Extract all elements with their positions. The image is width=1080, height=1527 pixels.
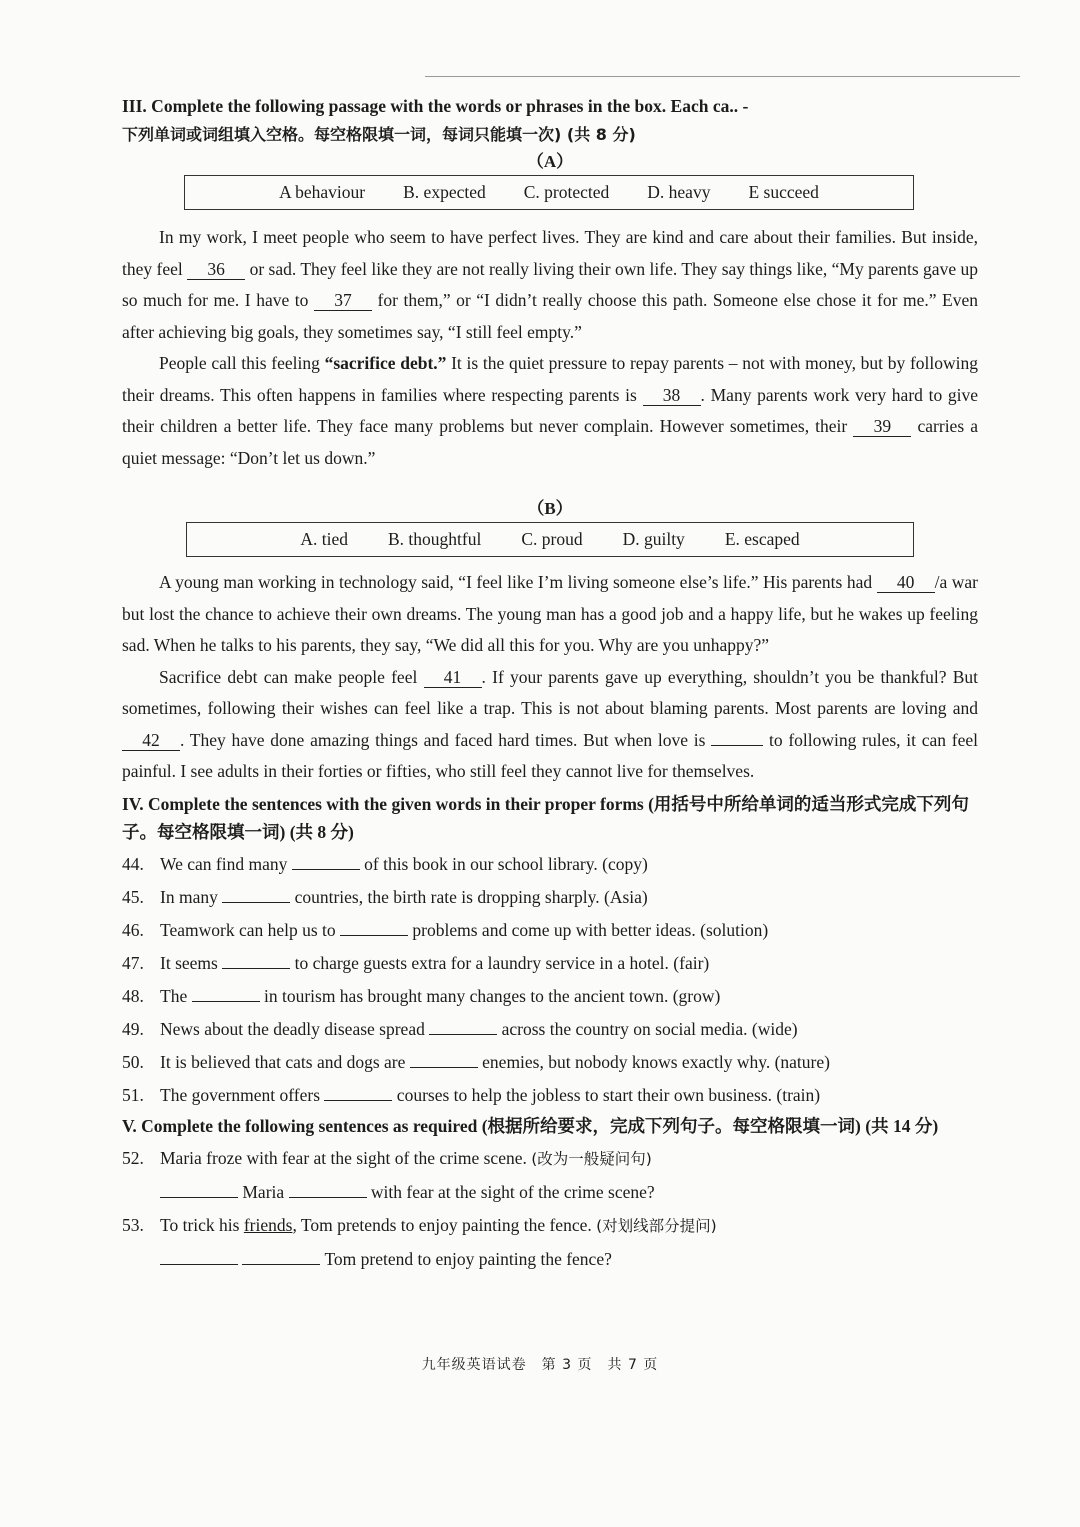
word-option: E succeed bbox=[748, 182, 819, 202]
blank-42[interactable]: 42 bbox=[122, 730, 180, 751]
question-46: 46. Teamwork can help us to problems and come up with better ideas. (solution) bbox=[122, 919, 769, 940]
answer-blank[interactable] bbox=[429, 1033, 497, 1035]
blank-41[interactable]: 41 bbox=[424, 667, 482, 688]
passage-b-paragraph-2: Sacrifice debt can make people feel 41 . If your parents gave up everything, shouldn’t you be thankful? But sometimes, following their wishes can feel like a trap. This is not about blaming parents. Most parents are loving and 42 . They have done amazing things and faced hard times. But when love is to following rules, it can feel painful. I see adults in their forties or fifties, who still feel they cannot live for themselves. bbox=[122, 666, 979, 781]
section-4-questions bbox=[122, 848, 978, 1112]
answer-blank[interactable] bbox=[410, 1066, 478, 1068]
word-option: A behaviour bbox=[279, 182, 366, 202]
term-sacrifice-debt: “sacrifice debt.” bbox=[324, 353, 447, 373]
part-a-label: （A） bbox=[526, 152, 574, 171]
word-option: C. protected bbox=[523, 182, 610, 202]
section-3-heading-cn: 下列单词或词组填入空格。每空格限填一词，每词只能填一次) (共 8 分) bbox=[122, 125, 636, 144]
answer-blank[interactable] bbox=[192, 1000, 260, 1002]
question-44: 44. We can find many of this book in our school library. (copy) bbox=[122, 853, 648, 874]
passage-a-paragraph-1: In my work, I meet people who seem to have perfect lives. They are kind and care about their families. But inside, they feel 36 or sad. They feel like they are not really living their own life. They say things like, “My parents gave up so much for me. I have to 37 for them,” or “I didn’t really choose this path. Someone else chose it for me.” Even after achieving big goals, they sometimes say, “I still feel empty.” bbox=[122, 227, 979, 342]
page-footer: 九年级英语试卷 第 3 页 共 7 页 bbox=[421, 1357, 659, 1373]
underlined-word: friends bbox=[243, 1214, 293, 1235]
answer-blank[interactable] bbox=[222, 901, 290, 903]
blank-36[interactable]: 36 bbox=[187, 259, 245, 280]
question-52: 52. Maria froze with fear at the sight of the crime scene. (改为一般疑问句) bbox=[122, 1147, 652, 1168]
blank-40[interactable]: 40 bbox=[877, 572, 935, 593]
word-option: B. thoughtful bbox=[387, 529, 482, 549]
part-a-word-box bbox=[184, 175, 914, 210]
answer-blank[interactable] bbox=[160, 1263, 238, 1265]
answer-blank[interactable] bbox=[222, 967, 290, 969]
word-option: E. escaped bbox=[724, 529, 800, 549]
answer-blank[interactable] bbox=[289, 1196, 367, 1198]
question-53: 53. To trick his friends, Tom pretends to enjoy painting the fence. (对划线部分提问) bbox=[122, 1214, 717, 1235]
top-rule bbox=[425, 76, 1020, 77]
question-48: 48. The in tourism has brought many changes to the ancient town. (grow) bbox=[122, 985, 721, 1006]
section-5-heading: V. Complete the following sentences as required (根据所给要求，完成下列句子。每空格限填一词) (共 14 分) bbox=[122, 1115, 939, 1136]
word-option: D. guilty bbox=[622, 529, 685, 549]
section-3-heading-en: III. Complete the following passage with the words or phrases in the box. Each ca.. - bbox=[122, 96, 749, 116]
answer-blank[interactable] bbox=[242, 1263, 320, 1265]
answer-blank[interactable] bbox=[324, 1099, 392, 1101]
blank-37[interactable]: 37 bbox=[314, 290, 372, 311]
part-b-label: （B） bbox=[527, 499, 573, 518]
exam-page bbox=[122, 92, 978, 1276]
question-53-answer: Tom pretend to enjoy painting the fence? bbox=[122, 1243, 978, 1276]
word-option: A. tied bbox=[300, 529, 348, 549]
instruction: (对划线部分提问) bbox=[596, 1216, 717, 1235]
question-47: 47. It seems to charge guests extra for a laundry service in a hotel. (fair) bbox=[122, 952, 710, 973]
question-45: 45. In many countries, the birth rate is dropping sharply. (Asia) bbox=[122, 886, 648, 907]
word-option: B. expected bbox=[403, 182, 486, 202]
part-b-word-box bbox=[186, 522, 914, 557]
answer-blank[interactable] bbox=[340, 934, 408, 936]
answer-blank[interactable] bbox=[160, 1196, 238, 1198]
blank-43[interactable] bbox=[711, 745, 763, 746]
question-49: 49. News about the deadly disease spread across the country on social media. (wide) bbox=[122, 1018, 798, 1039]
instruction: (改为一般疑问句) bbox=[531, 1149, 652, 1168]
passage-b-paragraph-1: A young man working in technology said, “I feel like I’m living someone else’s life.” His parents had 40 /a war but lost the chance to achieve their own dreams. The young man has a good job and a happy life, but he wakes up feeling sad. When he talks to his parents, they say, “We did all this for you. Why are you unhappy?” bbox=[122, 572, 979, 655]
question-52-answer: Maria with fear at the sight of the crime scene? bbox=[122, 1176, 978, 1209]
section-3-heading bbox=[122, 92, 978, 149]
question-51: 51. The government offers courses to help the jobless to start their own business. (train) bbox=[122, 1084, 821, 1105]
blank-38[interactable]: 38 bbox=[643, 385, 701, 406]
blank-39[interactable]: 39 bbox=[853, 416, 911, 437]
question-50: 50. It is believed that cats and dogs are enemies, but nobody knows exactly why. (nature) bbox=[122, 1051, 830, 1072]
passage-a-paragraph-2: People call this feeling “sacrifice debt.” It is the quiet pressure to repay parents – not with money, but by following their dreams. This often happens in families where respecting parents is 38 . Many parents work very hard to give their children a better life. They face many problems but never complain. However sometimes, their 39 carries a quiet message: “Don’t let us down.” bbox=[122, 353, 979, 468]
answer-blank[interactable] bbox=[292, 868, 360, 870]
word-option: D. heavy bbox=[647, 182, 711, 202]
word-option: C. proud bbox=[521, 529, 583, 549]
section-4-heading: IV. Complete the sentences with the given words in their proper forms (用括号中所给单词的适当形式完成下列句子。每空格限填一词) (共 8 分) bbox=[122, 793, 969, 842]
